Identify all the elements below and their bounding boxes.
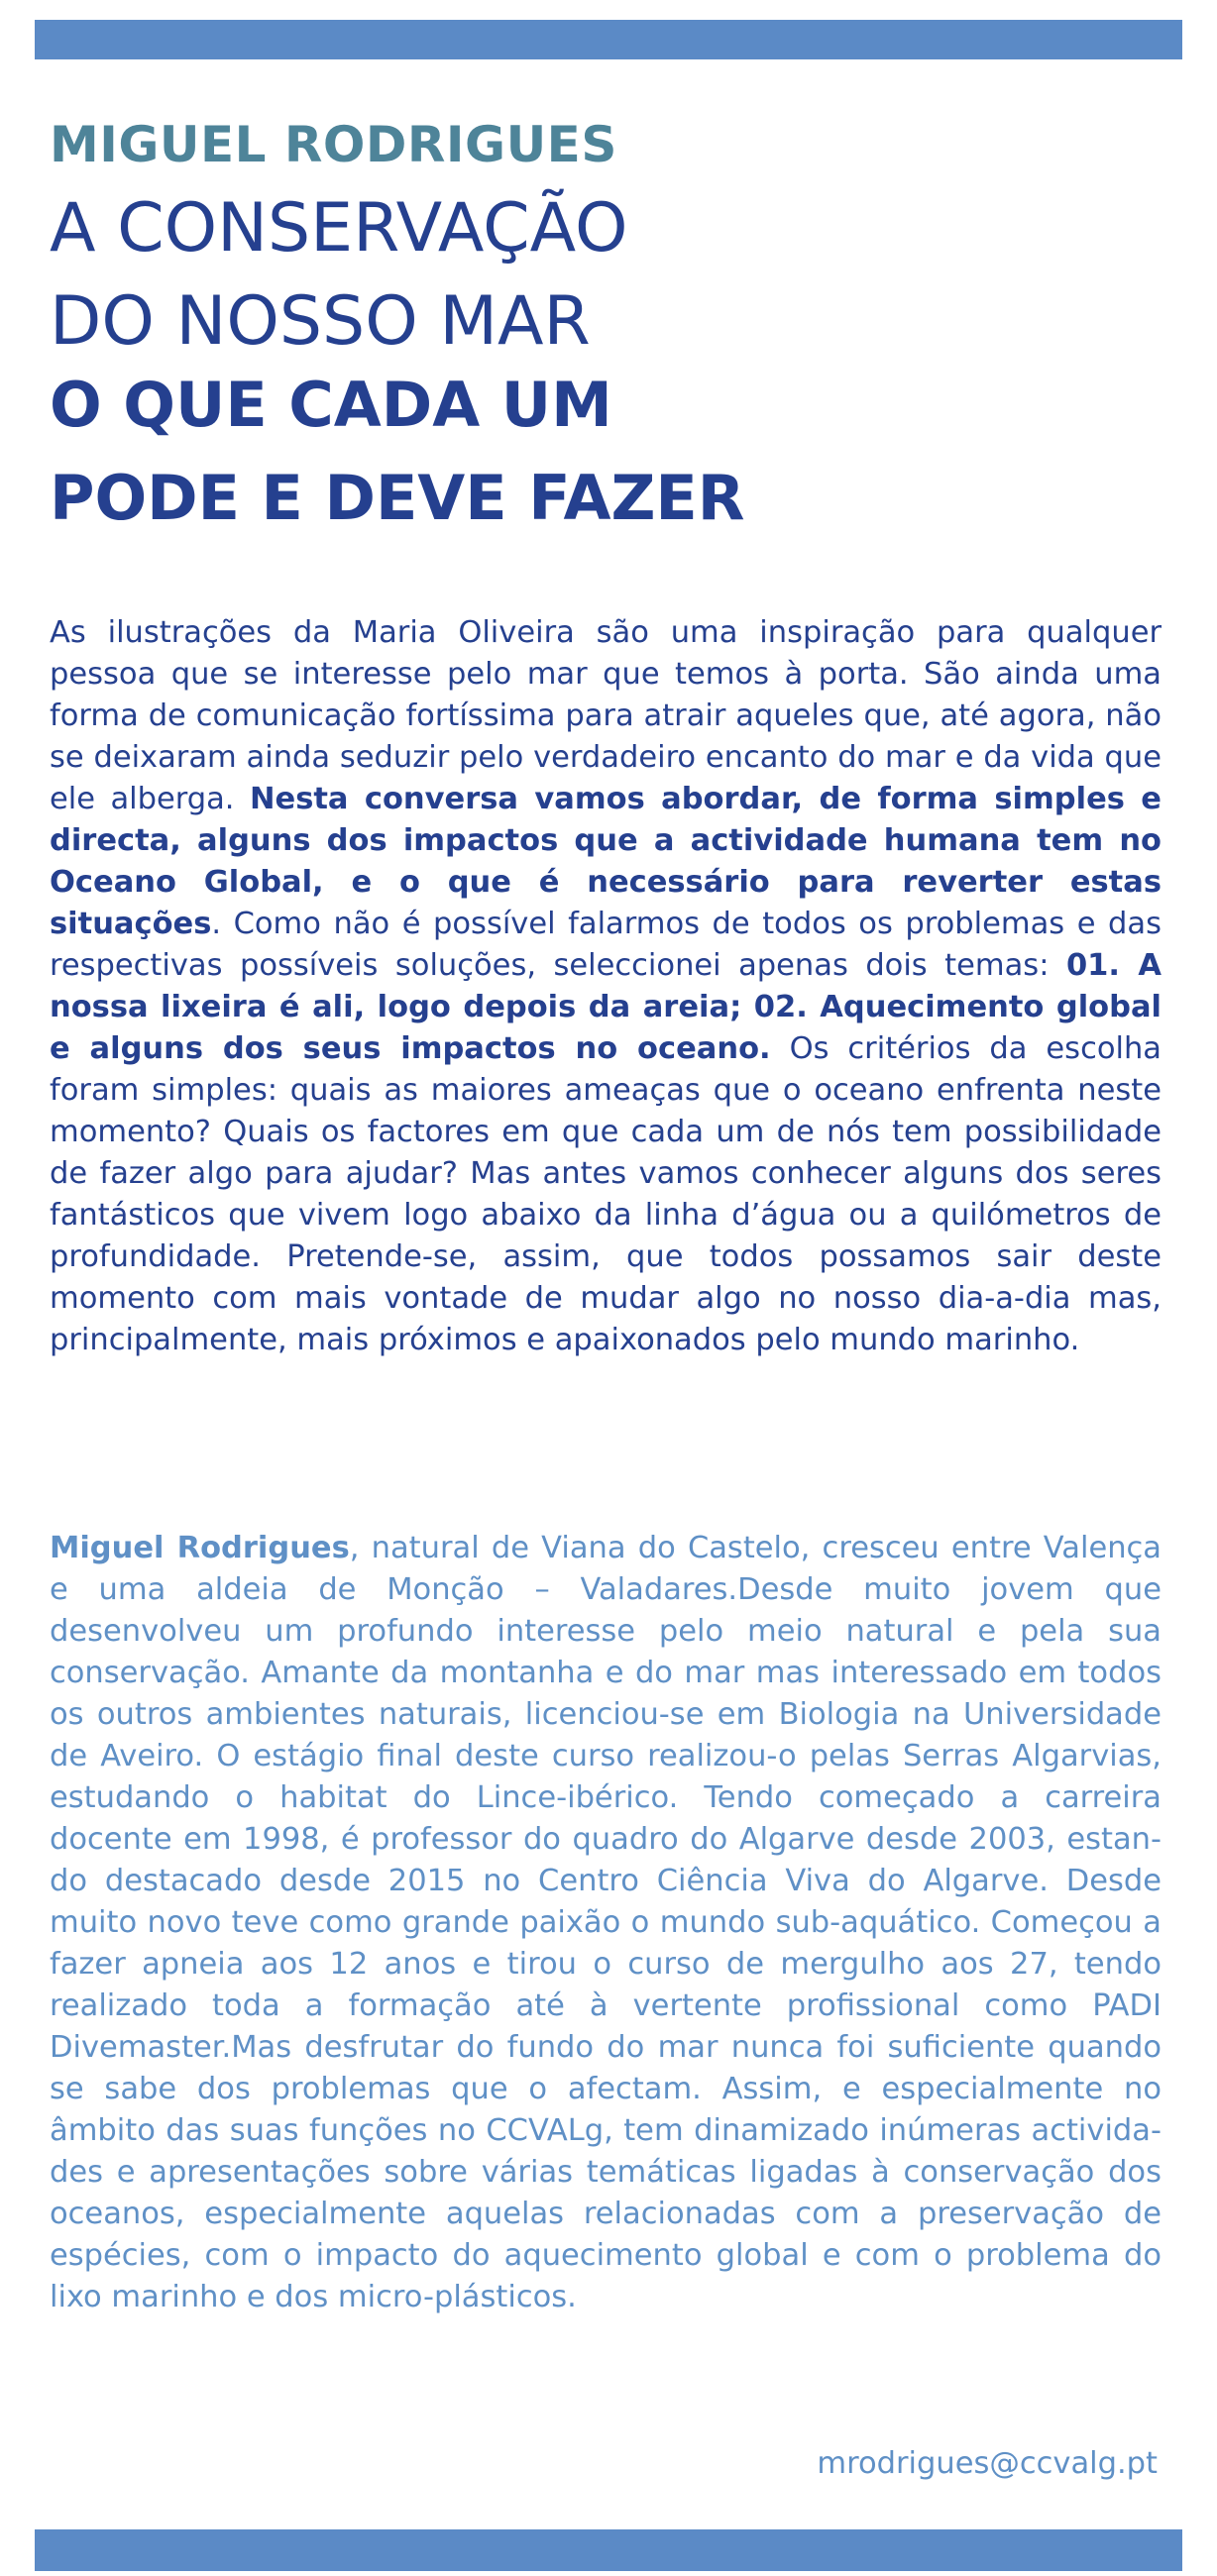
article-title [50,182,627,369]
subtitle-line-2: PODE E DEVE FAZER [50,462,745,534]
intro-bold-2: 01. A nossa lixeira é ali, logo depois da areia; 02. Aquecimento global e alguns dos seus impactos no oceano. [50,948,1162,1066]
intro-text-2: . Como não é possível falarmos de todos os problemas e das respectivas possíveis soluções, seleccionei apenas dois temas: [50,907,1162,983]
subtitle-line-1: O QUE CADA UM [50,369,612,441]
title-line-2: DO NOSSO MAR [50,282,591,361]
bio-text: , natural de Viana do Castelo, cresceu entre Valença e uma aldeia de Monção – Valadares.Desde muito jovem que desenvolveu um profundo interesse pelo meio natural e pela sua conservação. Amante da montanha e do mar mas interessado em todos os outros ambientes naturais, licenciou-se em Biologia na Universidade de Aveiro. O estágio final deste curso realizou-o pelas Serras Algarvias, estudando o habitat do Lince-ibérico. Tendo começado a carreira docente em 1998, é professor do quadro do Algarve desde 2003, estando destacado desde 2015 no Centro Ciência Viva do Algarve. Desde muito novo teve como grande paixão o mundo sub-aquático. Começou a fazer apneia aos 12 anos e tirou o curso de mergulho aos 27, tendo realizado toda a formação até à vertente profissional como PADI Divemaster.Mas desfrutar do fundo do mar nunca foi suficiente quando se sabe dos problemas que o afectam. Assim, e especialmente no âmbito das suas funções no CCVALg, tem dinamizado inúmeras actividades e apresentações sobre várias temáticas ligadas à conservação dos oceanos, especialmente aquelas relacionadas com a preservação de espécies, com o impacto do aquecimento global e com o problema do lixo marinho e dos micro-plásticos. [50,1531,1162,2314]
bio-name: Miguel Rodrigues [50,1531,350,1565]
intro-text-1: As ilustrações da Maria Oliveira são uma inspiração para qualquer pessoa que se interesse pelo mar que temos à porta. São ainda uma forma de comunicação fortíssima para atrair aqueles que, até agora, não se deixaram ainda seduzir pelo verdadeiro encanto do mar e da vida que ele alberga. [50,615,1162,816]
intro-text-3: Os critérios da escolha foram simples: quais as maiores ameaças que o oceano enfrenta neste momento? Quais os factores em que cada um de nós tem possibilidade de fazer algo para ajudar? Mas antes vamos conhecer alguns dos seres fantásticos que vivem logo abaixo da linha d’água ou a quilómetros de profundidade. Pretende-se, assim, que todos possamos sair deste momento com mais vontade de mudar algo no nosso dia-a-dia mas, principalmente, mais próximos e apaixonados pelo mundo marinho. [50,1031,1162,1357]
intro-paragraph [50,612,1162,1361]
article-subtitle [50,359,745,545]
title-line-1: A CONSERVAÇÃO [50,189,628,268]
top-decorative-bar [35,20,1182,59]
contact-email[interactable]: mrodrigues@ccvalg.pt [817,2446,1158,2481]
intro-bold-1: Nesta conversa vamos abordar, de forma simples e directa, alguns dos impactos que a actividade humana tem no Oceano Global, e o que é necessário para reverter estas situações [50,782,1162,941]
bottom-decorative-bar [35,2529,1182,2571]
bio-paragraph [50,1528,1162,2318]
author-name-heading: MIGUEL RODRIGUES [50,116,617,173]
